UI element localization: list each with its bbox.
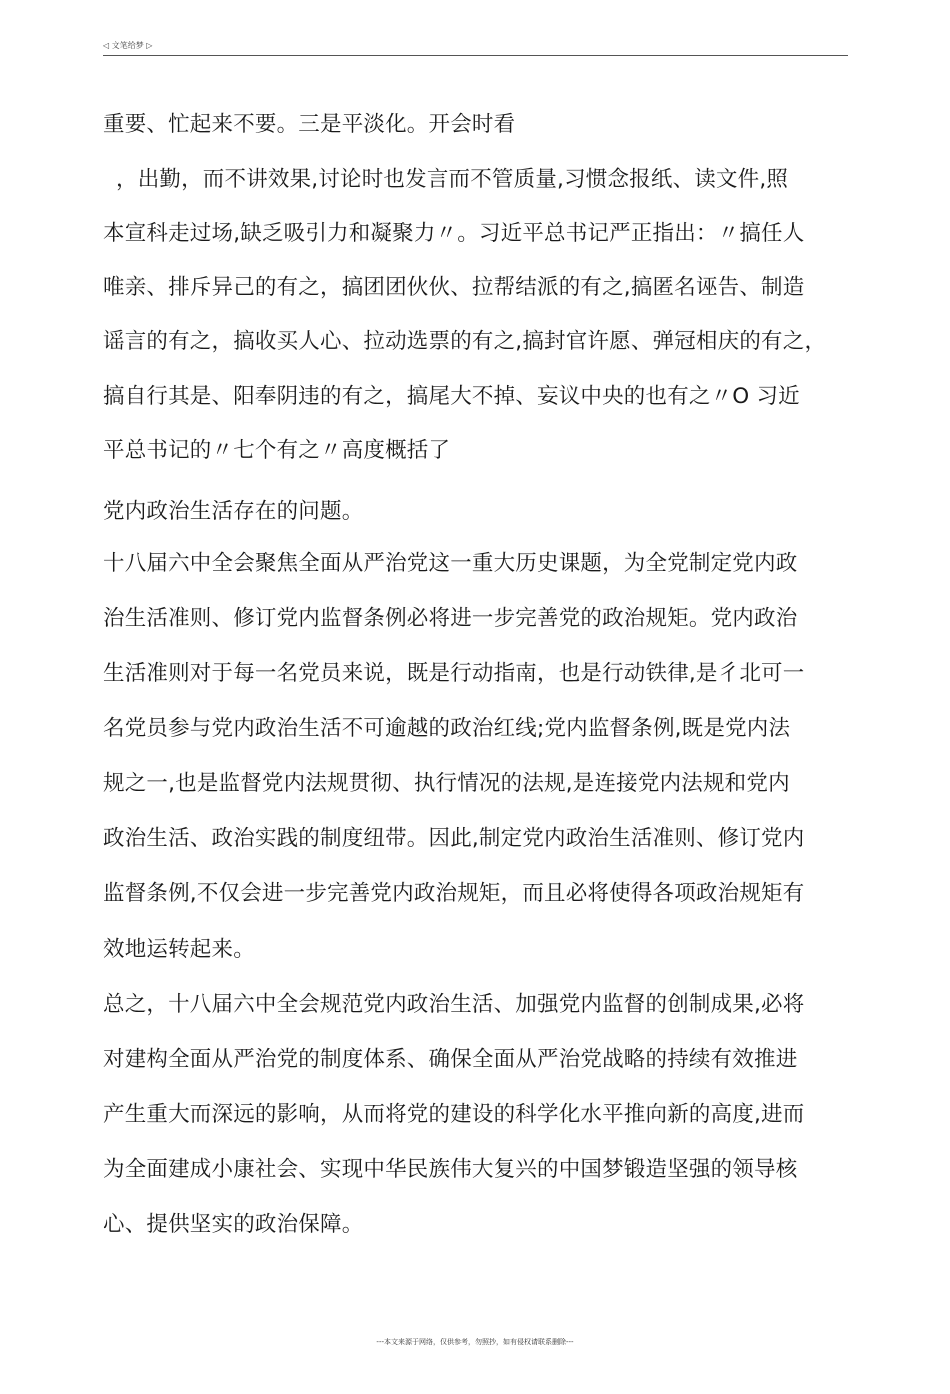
- text-line: 十八届六中全会聚焦全面从严治党这一重大历史课题，为全党制定党内政: [103, 551, 798, 576]
- text-line: 唯亲、排斥异己的有之，搞团团伙伙、拉帮结派的有之,搞匿名诬告、制造: [103, 275, 805, 300]
- text-line: 重要、忙起来不要。三是平淡化。开会时看: [103, 112, 516, 137]
- text-line: 谣言的有之，搞收买人心、拉动选票的有之,搞封官许愿、弹冠相庆的有之，: [103, 329, 827, 354]
- header-logo-text: ◁ 文笔给梦 ▷: [103, 41, 153, 50]
- text-line: 本宣科走过场,缺乏吸引力和凝聚力〃。习近平总书记严正指出：〃搞任人: [103, 221, 805, 246]
- text-line: 总之，十八届六中全会规范党内政治生活、加强党内监督的创制成果,必将: [103, 992, 805, 1017]
- text-line: 平总书记的〃七个有之〃高度概括了: [103, 438, 451, 463]
- text-line: 规之一,也是监督党内法规贯彻、执行情况的法规,是连接党内法规和党内: [103, 771, 790, 796]
- page-footer: ---本文来源于网络，仅供参考，勿照抄，如有侵权请联系删除---: [376, 1338, 574, 1346]
- text-line: 效地运转起来。: [103, 937, 255, 962]
- text-line: 监督条例,不仅会进一步完善党内政治规矩，而且必将使得各项政治规矩有: [103, 881, 805, 906]
- text-line: 对建构全面从严治党的制度体系、确保全面从严治党战略的持续有效推进: [103, 1047, 798, 1072]
- text-line: 为全面建成小康社会、实现中华民族伟大复兴的中国梦锻造坚强的领导核: [103, 1157, 798, 1182]
- text-line: 政治生活、政治实践的制度纽带。因此,制定党内政治生活准则、修订党内: [103, 826, 805, 851]
- page-header: [103, 40, 848, 56]
- text-line: ，出勤，而不讲效果,讨论时也发言而不管质量,习惯念报纸、读文件,照: [116, 167, 789, 192]
- text-line: 名党员参与党内政治生活不可逾越的政治红线;党内监督条例,既是党内法: [103, 716, 791, 741]
- text-line: 搞自行其是、阳奉阴违的有之，搞尾大不掉、妄议中央的也有之〃O 习近: [103, 384, 800, 409]
- text-line: 生活准则对于每一名党员来说，既是行动指南，也是行动铁律,是彳北可一: [103, 661, 805, 686]
- text-line: 心、提供坚实的政治保障。: [103, 1212, 364, 1237]
- text-line: 产生重大而深远的影响，从而将党的建设的科学化水平推向新的高度,进而: [103, 1102, 805, 1127]
- text-line: 党内政治生活存在的问题。: [103, 499, 364, 524]
- text-line: 治生活准则、修订党内监督条例必将进一步完善党的政治规矩。党内政治: [103, 606, 798, 631]
